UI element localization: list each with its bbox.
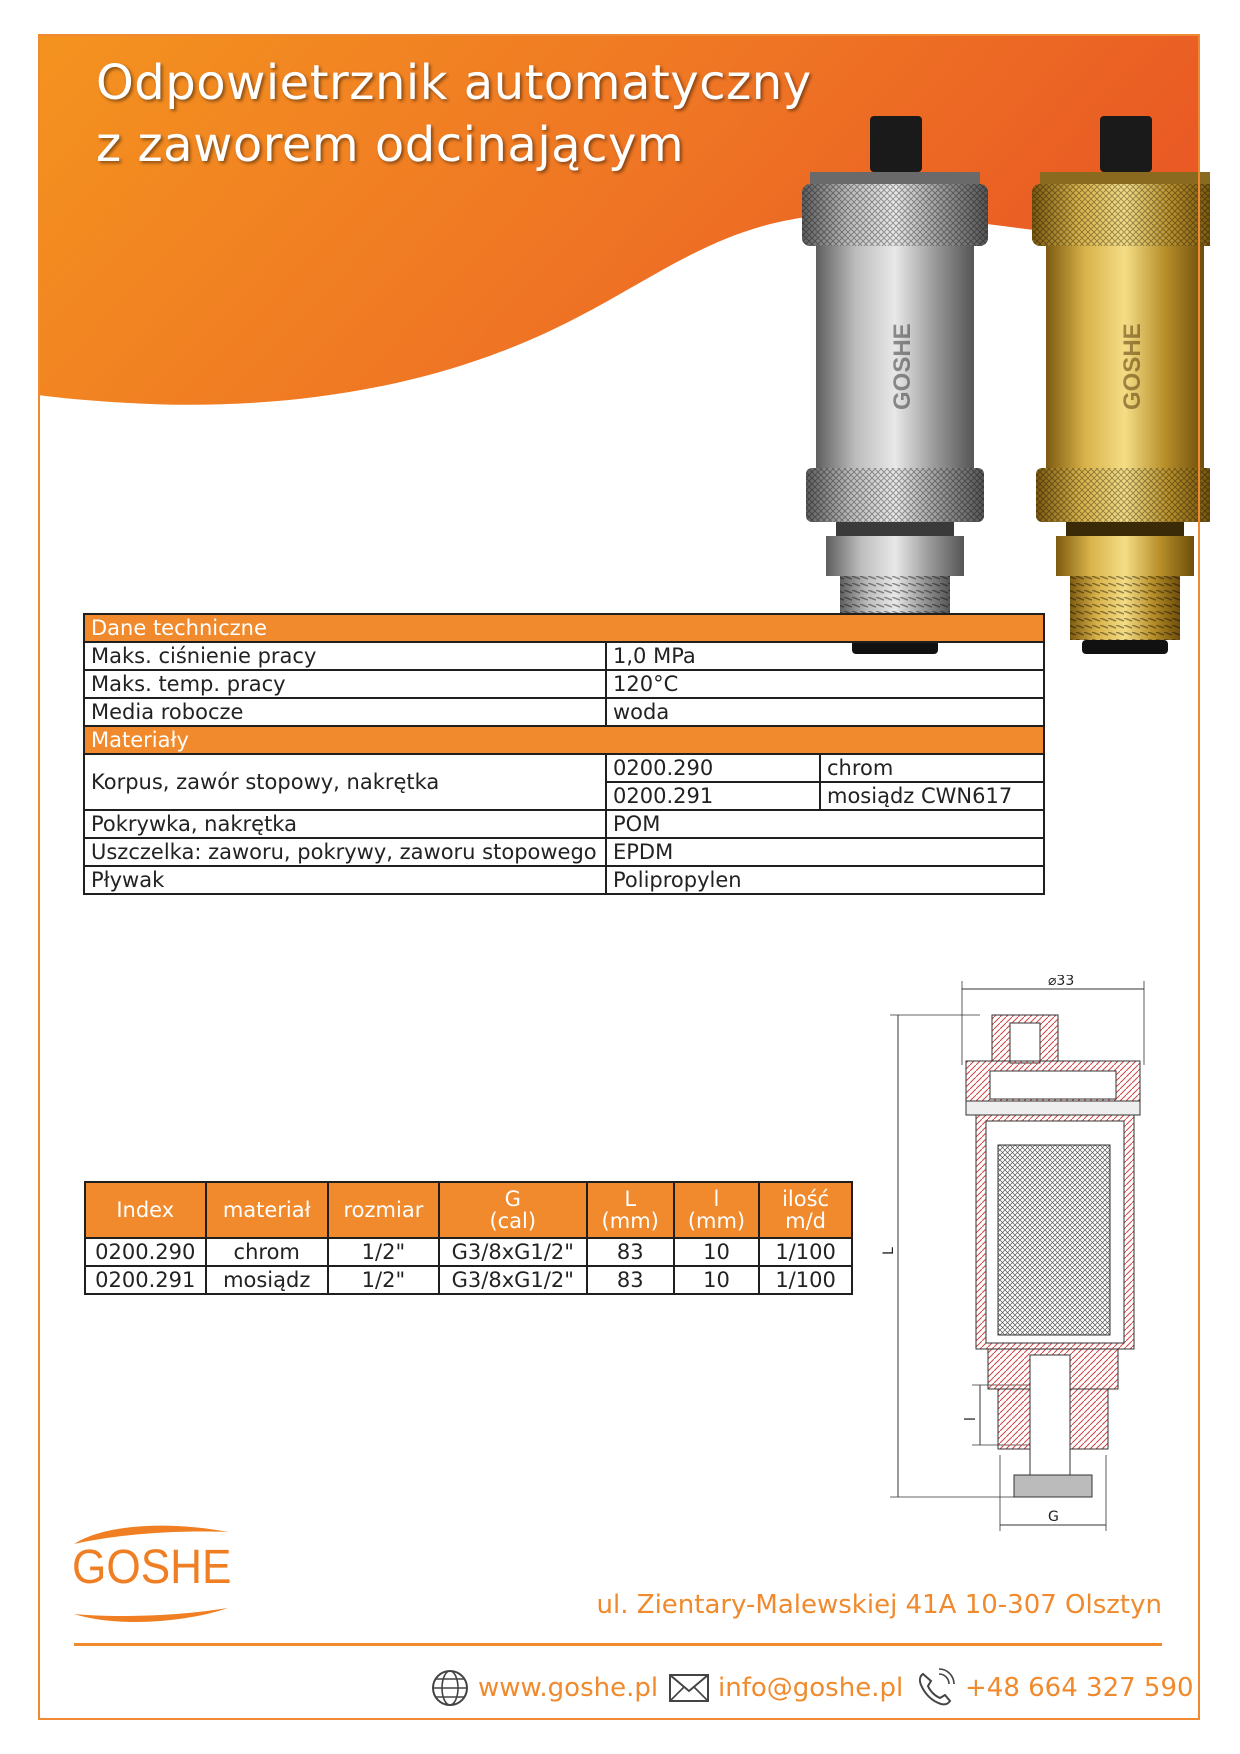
cell-index: 0200.290 — [85, 1238, 206, 1266]
spec-label: Pływak — [84, 866, 606, 894]
spec-label: Maks. temp. pracy — [84, 670, 606, 698]
spec-label: Maks. ciśnienie pracy — [84, 642, 606, 670]
cell-size: 1/2" — [328, 1238, 439, 1266]
website-text: www.goshe.pl — [478, 1673, 659, 1703]
logo-text: GOSHE — [72, 1541, 232, 1594]
spec-label: Pokrywka, nakrętka — [84, 810, 606, 838]
header-size: rozmiar — [328, 1182, 439, 1238]
spec-label: Korpus, zawór stopowy, nakrętka — [84, 754, 606, 810]
title-line-2: z zaworem odcinającym — [96, 117, 685, 173]
variant-material: chrom — [820, 754, 1044, 782]
chrome-engraving: GOSHE — [889, 323, 916, 410]
cell-qty: 1/100 — [759, 1238, 852, 1266]
cell-material: chrom — [206, 1238, 328, 1266]
cell-index: 0200.291 — [85, 1266, 206, 1294]
cell-L: 83 — [587, 1238, 674, 1266]
cell-qty: 1/100 — [759, 1266, 852, 1294]
spec-label: Uszczelka: zaworu, pokrywy, zaworu stopowego — [84, 838, 606, 866]
page-border — [38, 34, 1200, 1720]
section-header-tech: Dane techniczne — [84, 614, 1044, 642]
spec-label: Media robocze — [84, 698, 606, 726]
title-line-1: Odpowietrznik automatyczny — [96, 55, 812, 111]
cell-l: 10 — [674, 1238, 759, 1266]
header-material: materiał — [206, 1182, 328, 1238]
spec-value: 120°C — [606, 670, 1044, 698]
length-l-label: l — [963, 1417, 979, 1421]
variant-code: 0200.291 — [606, 782, 820, 810]
email-text: info@goshe.pl — [718, 1673, 904, 1703]
spec-value: EPDM — [606, 838, 1044, 866]
length-L-label: L — [881, 1247, 897, 1255]
cell-l: 10 — [674, 1266, 759, 1294]
cell-g: G3/8xG1/2" — [439, 1238, 587, 1266]
cell-size: 1/2" — [328, 1266, 439, 1294]
diameter-label: ⌀33 — [1048, 975, 1075, 989]
cell-g: G3/8xG1/2" — [439, 1266, 587, 1294]
variant-code: 0200.290 — [606, 754, 820, 782]
spec-value: woda — [606, 698, 1044, 726]
brass-engraving: GOSHE — [1119, 323, 1146, 410]
section-header-materials: Materiały — [84, 726, 1044, 754]
header-l: l (mm) — [674, 1182, 759, 1238]
thread-G-label: G — [1048, 1509, 1059, 1525]
variant-material: mosiądz CWN617 — [820, 782, 1044, 810]
header-index: Index — [85, 1182, 206, 1238]
company-address: ul. Zientary-Malewskiej 41A 10-307 Olsztyn — [596, 1590, 1162, 1620]
phone-text: +48 664 327 590 — [965, 1673, 1194, 1703]
spec-value: Polipropylen — [606, 866, 1044, 894]
header-g: G (cal) — [439, 1182, 587, 1238]
cell-material: mosiądz — [206, 1266, 328, 1294]
spec-value: POM — [606, 810, 1044, 838]
header-L: L (mm) — [587, 1182, 674, 1238]
header-qty: ilość m/d — [759, 1182, 852, 1238]
spec-value: 1,0 MPa — [606, 642, 1044, 670]
cell-L: 83 — [587, 1266, 674, 1294]
